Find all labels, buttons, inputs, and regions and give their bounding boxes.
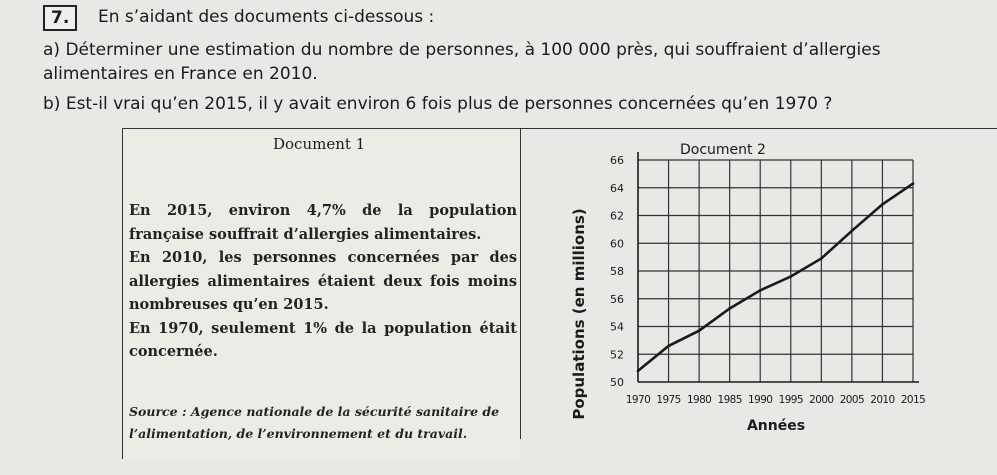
x-tick-label: 2010 <box>870 394 895 406</box>
y-tick-label: 66 <box>610 154 624 167</box>
y-tick-label: 54 <box>610 320 624 334</box>
document-2-frame <box>520 128 997 439</box>
chart-title: Document 2 <box>680 142 766 158</box>
x-tick-label: 2000 <box>809 394 834 406</box>
x-tick-label: 1980 <box>686 394 712 406</box>
document-1 <box>122 128 521 459</box>
x-tick-label: 1975 <box>656 394 681 406</box>
y-tick-label: 52 <box>610 348 624 362</box>
document-1-title: Document 1 <box>273 135 366 153</box>
document-1-paragraph: En 2010, les personnes concernées par des allergies alimentaires étaient deux fois moins nombreuses qu’en 2015. <box>129 249 517 313</box>
x-tick-label: 2015 <box>900 394 926 406</box>
x-tick-label: 1995 <box>778 394 803 406</box>
y-tick-label: 50 <box>610 376 624 389</box>
y-tick-label: 64 <box>610 181 624 195</box>
x-tick-label: 2005 <box>839 394 865 406</box>
y-axis-label: Populations (en millions) <box>570 208 588 420</box>
x-tick-label: 1985 <box>717 394 742 406</box>
x-axis-label: Années <box>746 418 806 434</box>
x-tick-label: 1970 <box>625 394 651 406</box>
question-b: b) Est-il vrai qu’en 2015, il y avait environ 6 fois plus de personnes concernées qu’en 1970 ? <box>43 94 833 114</box>
y-tick-label: 58 <box>610 265 624 278</box>
x-tick-label: 1990 <box>748 394 773 406</box>
exercise-number: 7. <box>43 5 77 31</box>
document-2 <box>520 128 997 438</box>
exercise-intro: En s’aidant des documents ci-dessous : <box>98 7 435 27</box>
document-1-paragraph: En 1970, seulement 1% de la population était concernée. <box>129 319 517 360</box>
document-1-paragraph: En 2015, environ 4,7% de la population française souffrait d’allergies alimentaires. <box>129 202 517 243</box>
document-1-source: Source : Agence nationale de la sécurité sanitaire de l’alimentation, de l’environnement et du travail. <box>129 404 500 441</box>
y-tick-label: 62 <box>610 209 624 223</box>
y-tick-label: 60 <box>610 237 624 251</box>
y-tick-label: 56 <box>610 292 624 306</box>
question-a: a) Déterminer une estimation du nombre de personnes, à 100 000 près, qui souffraient d’allergies alimentaires en France en 2010. <box>43 40 881 84</box>
document-1-body <box>129 199 517 364</box>
